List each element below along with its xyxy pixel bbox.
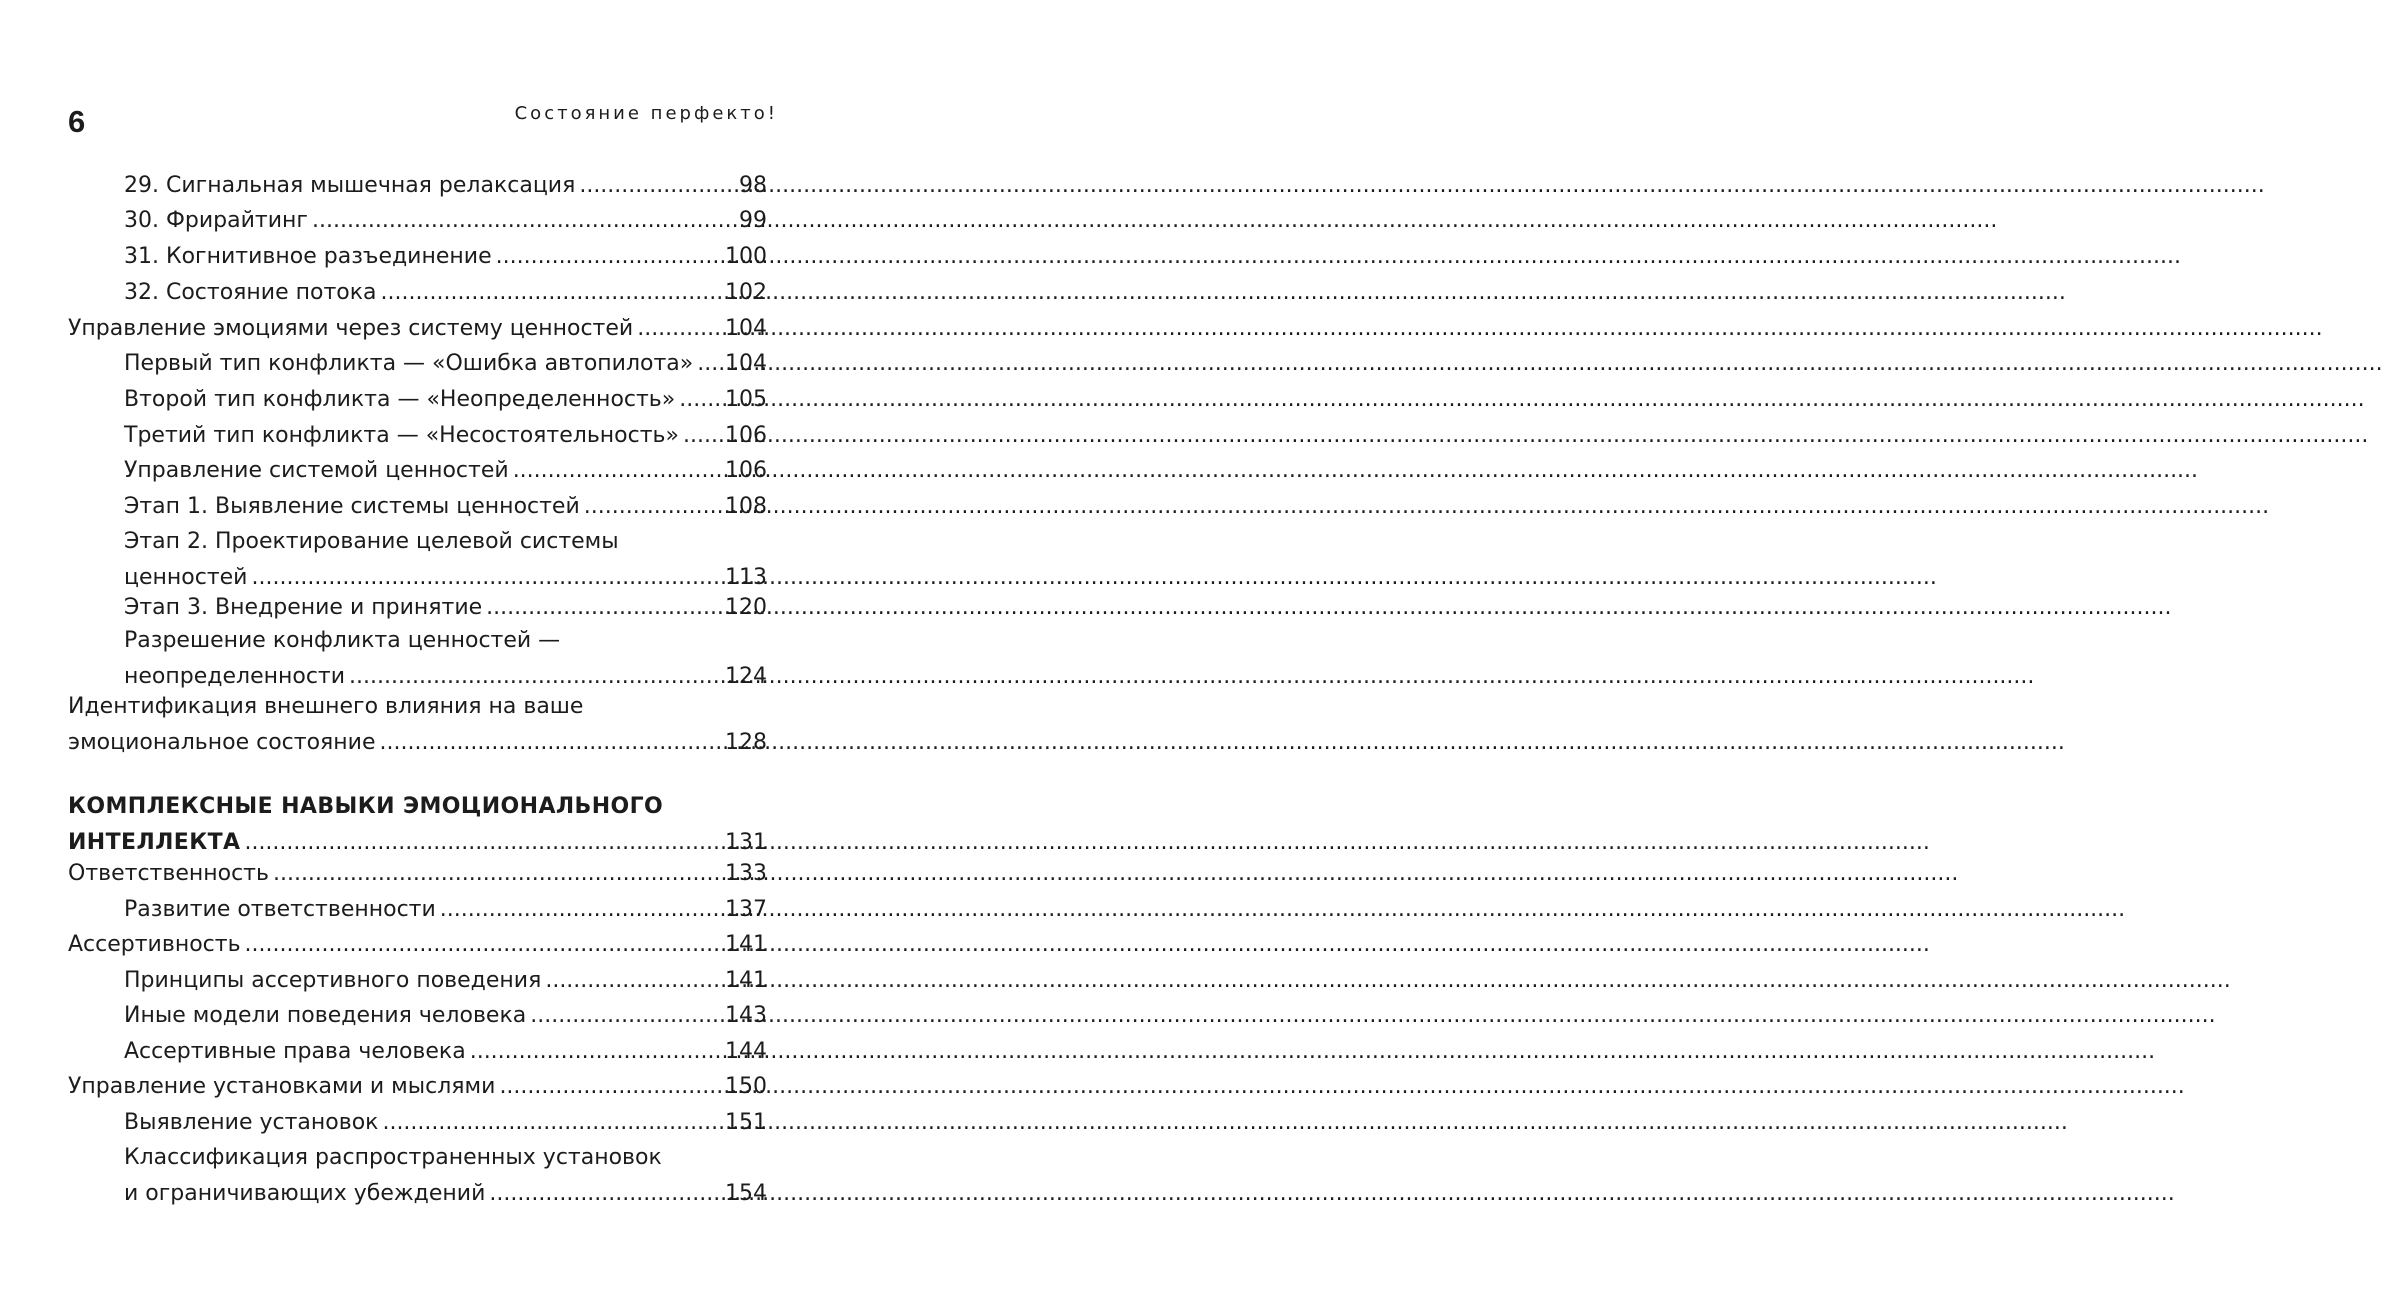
toc-entry[interactable] <box>124 1140 767 1212</box>
toc-entry-page: 144 <box>725 1039 767 1064</box>
toc-entry-page: 106 <box>725 458 767 483</box>
toc-entry-title: Этап 3. Внедрение и принятие <box>124 595 483 620</box>
section-heading-line1: КОМПЛЕКСНЫЕ НАВЫКИ ЭМОЦИОНАЛЬНОГО <box>68 794 664 819</box>
toc-entry-title: 29. Сигнальная мышечная релаксация <box>124 173 576 198</box>
toc-entry-page: 128 <box>725 730 767 755</box>
dot-leader <box>440 892 723 928</box>
toc-entry-page: 100 <box>725 244 767 269</box>
dot-leader <box>530 998 723 1034</box>
toc-entry-title: Иные модели поведения человека <box>124 1003 527 1028</box>
toc-entry[interactable] <box>68 689 767 761</box>
toc-entry[interactable] <box>68 311 767 347</box>
dot-leader <box>312 203 737 239</box>
dot-leader <box>273 856 723 892</box>
toc-entry-title: 32. Состояние потока <box>124 280 377 305</box>
toc-entry-page: 113 <box>725 565 767 590</box>
dot-leader <box>380 725 723 761</box>
toc-entry-title: Выявление установок <box>124 1110 379 1135</box>
toc-entry[interactable] <box>124 892 767 928</box>
toc-entry-title-line2: неопределенности <box>124 664 346 689</box>
toc-entry-title-line1: Идентификация внешнего влияния на ваше <box>68 694 584 719</box>
dot-leader <box>679 382 723 418</box>
toc-entry-page: 143 <box>725 1003 767 1028</box>
dot-leader <box>381 275 723 311</box>
section-heading-line2: ИНТЕЛЛЕКТА <box>68 830 241 855</box>
dot-leader <box>683 418 723 454</box>
toc-entry-title: Второй тип конфликта — «Неопределенность» <box>124 387 676 412</box>
dot-leader <box>470 1034 723 1070</box>
toc-entry-title: Управление эмоциями через систему ценностей <box>68 316 634 341</box>
toc-entry-page: 124 <box>725 664 767 689</box>
toc-entry[interactable] <box>124 418 767 454</box>
toc-entry[interactable] <box>124 275 767 311</box>
toc-entry-title: Ответственность <box>68 861 269 886</box>
toc-entry-title: 31. Когнитивное разъединение <box>124 244 492 269</box>
dot-leader <box>584 489 723 525</box>
toc-entry[interactable] <box>124 623 767 695</box>
toc-entry[interactable] <box>124 963 767 999</box>
toc-entry[interactable] <box>124 239 767 275</box>
toc-entry-page: 98 <box>739 173 767 198</box>
toc-entry[interactable] <box>68 856 767 892</box>
dot-leader <box>489 1176 723 1212</box>
toc-entry-page: 137 <box>725 897 767 922</box>
toc-entry[interactable] <box>124 524 767 596</box>
toc-entry-title: Этап 1. Выявление системы ценностей <box>124 494 580 519</box>
dot-leader <box>637 311 723 347</box>
toc-entry-title-line1: Классификация распространенных установок <box>124 1145 662 1170</box>
toc-entry[interactable] <box>124 998 767 1034</box>
page-number: 6 <box>68 104 86 139</box>
toc-entry[interactable] <box>68 927 767 963</box>
toc-entry[interactable] <box>124 590 767 626</box>
toc-entry-title-line2: ценностей <box>124 565 248 590</box>
toc-entry-title: Принципы ассертивного поведения <box>124 968 542 993</box>
toc-entry-title: Первый тип конфликта — «Ошибка автопилота» <box>124 351 694 376</box>
dot-leader <box>382 1105 723 1141</box>
toc-entry[interactable] <box>124 203 767 239</box>
toc-entry-page: 150 <box>725 1074 767 1099</box>
toc-entry[interactable] <box>124 1034 767 1070</box>
toc-entry-page: 131 <box>725 830 767 855</box>
toc-entry-title: Третий тип конфликта — «Несостоятельность» <box>124 423 679 448</box>
dot-leader <box>496 239 723 275</box>
toc-entry-title: Управление системой ценностей <box>124 458 509 483</box>
toc-entry-page: 106 <box>725 423 767 448</box>
dot-leader <box>513 453 723 489</box>
toc-entry-title-line2: и ограничивающих убеждений <box>124 1181 486 1206</box>
toc-entry-page: 151 <box>725 1110 767 1135</box>
toc-entry-title-line1: Разрешение конфликта ценностей — <box>124 628 561 653</box>
toc-entry-title-line1: Этап 2. Проектирование целевой системы <box>124 529 619 554</box>
toc-entry-page: 141 <box>725 968 767 993</box>
toc-entry[interactable] <box>124 453 767 489</box>
dot-leader <box>245 927 723 963</box>
dot-leader <box>499 1069 723 1105</box>
toc-entry[interactable] <box>124 489 767 525</box>
dot-leader <box>545 963 723 999</box>
toc-entry-page: 108 <box>725 494 767 519</box>
toc-entry[interactable] <box>124 346 767 382</box>
toc-entry-page: 141 <box>725 932 767 957</box>
toc-entry-title: Управление установками и мыслями <box>68 1074 496 1099</box>
dot-leader <box>697 346 723 382</box>
toc-entry-title: 30. Фрирайтинг <box>124 208 308 233</box>
toc-entry-title-line2: эмоциональное состояние <box>68 730 376 755</box>
toc-entry[interactable] <box>124 168 767 204</box>
toc-entry-page: 105 <box>725 387 767 412</box>
toc-entry-page: 133 <box>725 861 767 886</box>
toc-entry-page: 120 <box>725 595 767 620</box>
toc-entry-page: 102 <box>725 280 767 305</box>
toc-section-heading[interactable] <box>68 789 767 861</box>
toc-entry-page: 154 <box>725 1181 767 1206</box>
toc-entry-page: 104 <box>725 316 767 341</box>
toc-entry-page: 99 <box>739 208 767 233</box>
toc-entry[interactable] <box>124 1105 767 1141</box>
toc-entry[interactable] <box>68 1069 767 1105</box>
toc-entry-title: Ассертивные права человека <box>124 1039 466 1064</box>
toc-entry-title: Развитие ответственности <box>124 897 436 922</box>
toc-entry[interactable] <box>124 382 767 418</box>
dot-leader <box>579 168 737 204</box>
toc-entry-title: Ассертивность <box>68 932 241 957</box>
dot-leader <box>486 590 723 626</box>
running-head-title: Состояние перфекто! <box>514 103 778 124</box>
toc-entry-page: 104 <box>725 351 767 376</box>
table-of-contents <box>0 0 830 1304</box>
